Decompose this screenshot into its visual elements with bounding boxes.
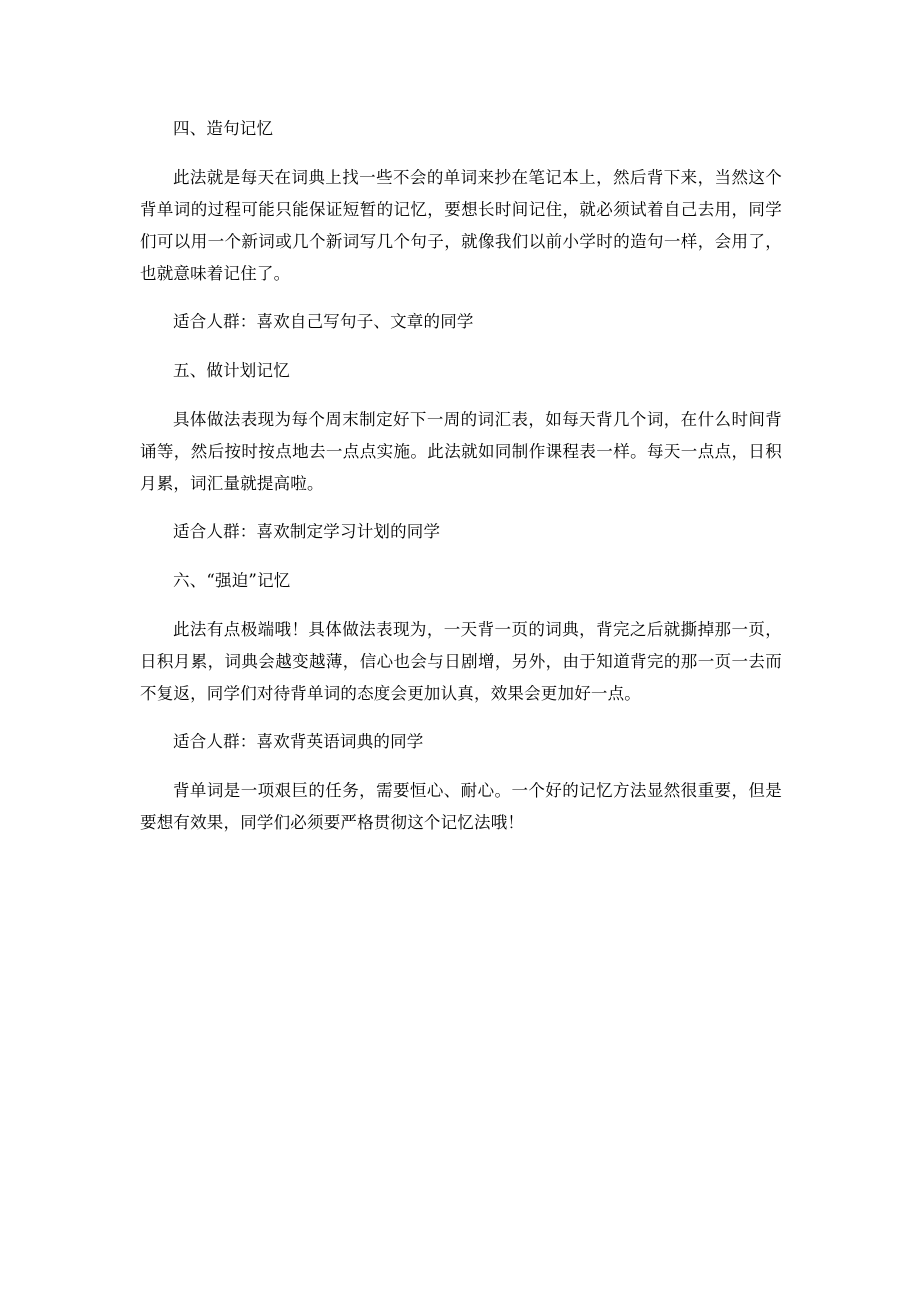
section-suitable-6: 适合人群：喜欢背英语词典的同学 [173, 732, 424, 751]
section-heading-5: 五、做计划记忆 [173, 361, 290, 380]
section-body-5: 具体做法表现为每个周末制定好下一周的词汇表，如每天背几个词，在什么时间背诵等，然后按时按点地去一点点实施。此法就如同制作课程表一样。每天一点点，日积月累，词汇量就提高啦。 [140, 410, 782, 493]
section-body-6: 此法有点极端哦！具体做法表现为，一天背一页的词典，背完之后就撕掉那一页，日积月累，词典会越变越薄，信心也会与日剧增，另外，由于知道背完的那一页一去而不复返，同学们对待背单词的态度会更加认真，效果会更加好一点。 [140, 620, 782, 703]
section-suitable-4: 适合人群：喜欢自己写句子、文章的同学 [173, 312, 474, 331]
section-heading-6: 六、“强迫”记忆 [173, 571, 291, 590]
document-page [140, 113, 782, 855]
section-heading-4: 四、造句记忆 [173, 119, 274, 138]
conclusion-paragraph: 背单词是一项艰巨的任务，需要恒心、耐心。一个好的记忆方法显然很重要，但是要想有效果，同学们必须要严格贯彻这个记忆法哦！ [140, 781, 782, 832]
section-suitable-5: 适合人群：喜欢制定学习计划的同学 [173, 522, 441, 541]
section-body-4: 此法就是每天在词典上找一些不会的单词来抄在笔记本上，然后背下来，当然这个背单词的过程可能只能保证短暂的记忆，要想长时间记住，就必须试着自己去用，同学们可以用一个新词或几个新词写几个句子，就像我们以前小学时的造句一样，会用了，也就意味着记住了。 [140, 168, 782, 283]
